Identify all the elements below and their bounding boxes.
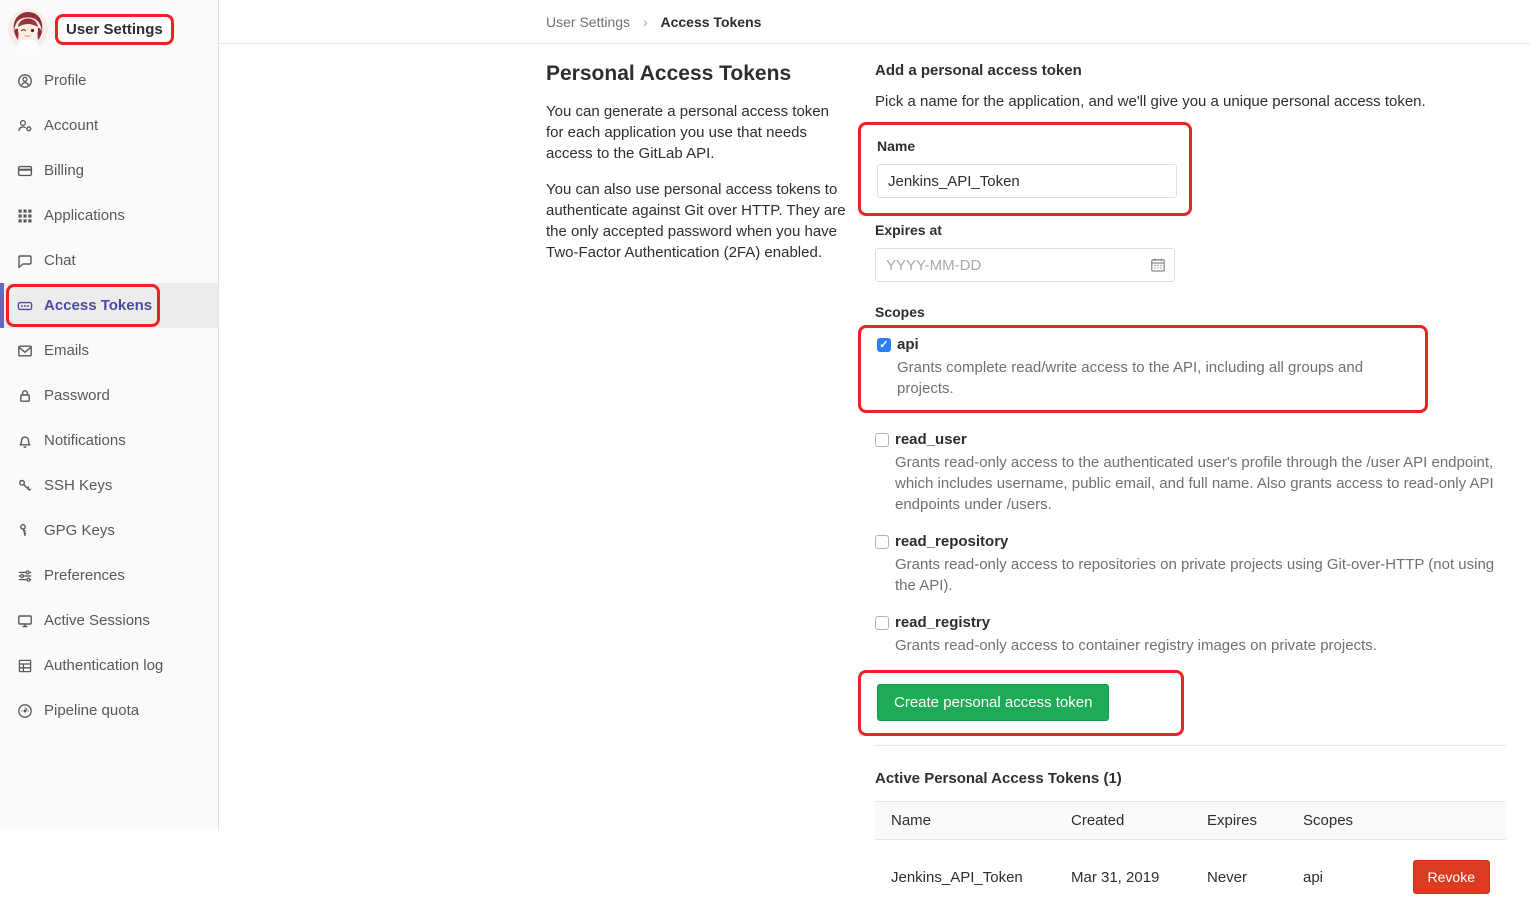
sidebar-title: User Settings	[55, 14, 174, 45]
preferences-icon	[17, 568, 33, 584]
sidebar-item-gpg-keys[interactable]: GPG Keys	[0, 508, 218, 553]
column-header-expires: Expires	[1191, 802, 1287, 840]
scope-read-repository-description: Grants read-only access to repositories on private projects using Git-over-HTTP (not using the API).	[895, 554, 1495, 596]
table-header-row	[875, 802, 1506, 840]
sidebar-item-access-tokens[interactable]: Access Tokens	[0, 283, 218, 328]
sidebar-item-billing[interactable]: Billing	[0, 148, 218, 193]
breadcrumb	[219, 0, 1530, 44]
sidebar-item-pipeline-quota[interactable]: Pipeline quota	[0, 688, 218, 733]
sidebar-item-profile[interactable]: Profile	[0, 58, 218, 103]
emails-icon	[17, 343, 33, 359]
sidebar-item-notifications[interactable]: Notifications	[0, 418, 218, 463]
table-row	[875, 840, 1506, 914]
revoke-button[interactable]: Revoke	[1413, 860, 1490, 894]
account-icon	[17, 118, 33, 134]
scope-read-user-checkbox[interactable]	[875, 433, 889, 447]
scope-read-user	[875, 431, 1506, 515]
applications-icon	[17, 208, 33, 224]
form-heading: Add a personal access token	[875, 62, 1506, 79]
breadcrumb-separator: ›	[643, 14, 648, 30]
annotation-box-name-field	[858, 122, 1192, 216]
scope-read-user-description: Grants read-only access to the authenticated user's profile through the /user API endpoint, which includes username, public email, and full name. Also grants access to read-only API endpoints under /users.	[895, 452, 1495, 515]
gpg-keys-icon	[17, 523, 33, 539]
column-header-scopes: Scopes	[1287, 802, 1390, 840]
scopes-label: Scopes	[875, 304, 1506, 320]
token-name-cell: Jenkins_API_Token	[875, 840, 1055, 914]
sidebar-item-applications[interactable]: Applications	[0, 193, 218, 238]
checkmark-icon: ✓	[879, 340, 888, 351]
token-created-cell: Mar 31, 2019	[1055, 840, 1191, 914]
column-header-created: Created	[1055, 802, 1191, 840]
scope-api-checkbox[interactable]	[877, 338, 891, 352]
notifications-icon	[17, 433, 33, 449]
scope-read-registry	[875, 614, 1506, 656]
active-sessions-icon	[17, 613, 33, 629]
active-tokens-table	[875, 801, 1506, 914]
form-subheading: Pick a name for the application, and we'll give you a unique personal access token.	[875, 93, 1506, 110]
chat-icon	[17, 253, 33, 269]
calendar-icon[interactable]	[1150, 257, 1166, 273]
column-header-action	[1390, 802, 1506, 840]
sidebar-item-password[interactable]: Password	[0, 373, 218, 418]
sidebar-item-chat[interactable]: Chat	[0, 238, 218, 283]
column-header-name: Name	[875, 802, 1055, 840]
sidebar-item-emails[interactable]: Emails	[0, 328, 218, 373]
scope-api	[877, 336, 1409, 399]
expires-at-field	[875, 238, 1175, 282]
avatar-image	[8, 9, 48, 49]
password-icon	[17, 388, 33, 404]
expires-at-input[interactable]	[875, 248, 1175, 282]
intro-paragraph-1: You can generate a personal access token for each application you use that needs access to the GitLab API.	[546, 101, 846, 164]
main-content	[219, 0, 1530, 831]
avatar[interactable]	[8, 9, 48, 49]
intro-paragraph-2: You can also use personal access tokens to authenticate against Git over HTTP. They are the only accepted password when you have Two-Factor Authentication (2FA) enabled.	[546, 179, 846, 263]
scope-read-repository	[875, 533, 1506, 596]
scope-read-repository-checkbox[interactable]	[875, 535, 889, 549]
breadcrumb-current: Access Tokens	[661, 14, 762, 30]
scope-read-user-name: read_user	[895, 431, 1506, 448]
pipeline-quota-icon	[17, 703, 33, 719]
scope-api-name: api	[897, 336, 1409, 353]
sidebar-item-ssh-keys[interactable]: SSH Keys	[0, 463, 218, 508]
scope-read-registry-name: read_registry	[895, 614, 1506, 631]
token-name-input[interactable]	[877, 164, 1177, 198]
scope-read-registry-description: Grants read-only access to container registry images on private projects.	[895, 635, 1495, 656]
scope-read-repository-name: read_repository	[895, 533, 1506, 550]
access-tokens-icon	[17, 298, 33, 314]
annotation-box-create-button	[858, 670, 1184, 736]
sidebar-item-active-sessions[interactable]: Active Sessions	[0, 598, 218, 643]
breadcrumb-user-settings[interactable]: User Settings	[546, 14, 630, 30]
settings-sidebar	[0, 0, 219, 831]
billing-icon	[17, 163, 33, 179]
active-tokens-heading: Active Personal Access Tokens (1)	[875, 770, 1506, 787]
authentication-log-icon	[17, 658, 33, 674]
settings-nav	[0, 58, 218, 733]
scope-api-description: Grants complete read/write access to the API, including all groups and projects.	[897, 357, 1409, 399]
token-form-column	[875, 44, 1506, 914]
section-divider	[875, 745, 1506, 746]
profile-icon	[17, 73, 33, 89]
annotation-box-api-scope	[858, 325, 1428, 413]
ssh-keys-icon	[17, 478, 33, 494]
expires-at-label: Expires at	[875, 222, 1506, 238]
sidebar-item-authentication-log[interactable]: Authentication log	[0, 643, 218, 688]
token-scopes-cell: api	[1287, 840, 1390, 914]
sidebar-item-preferences[interactable]: Preferences	[0, 553, 218, 598]
sidebar-header	[0, 0, 218, 58]
scope-read-registry-checkbox[interactable]	[875, 616, 889, 630]
name-label: Name	[877, 138, 1173, 154]
create-token-button[interactable]: Create personal access token	[877, 684, 1109, 721]
token-expires-cell: Never	[1191, 840, 1287, 914]
page-title: Personal Access Tokens	[546, 62, 846, 86]
sidebar-item-account[interactable]: Account	[0, 103, 218, 148]
intro-column	[546, 44, 846, 914]
